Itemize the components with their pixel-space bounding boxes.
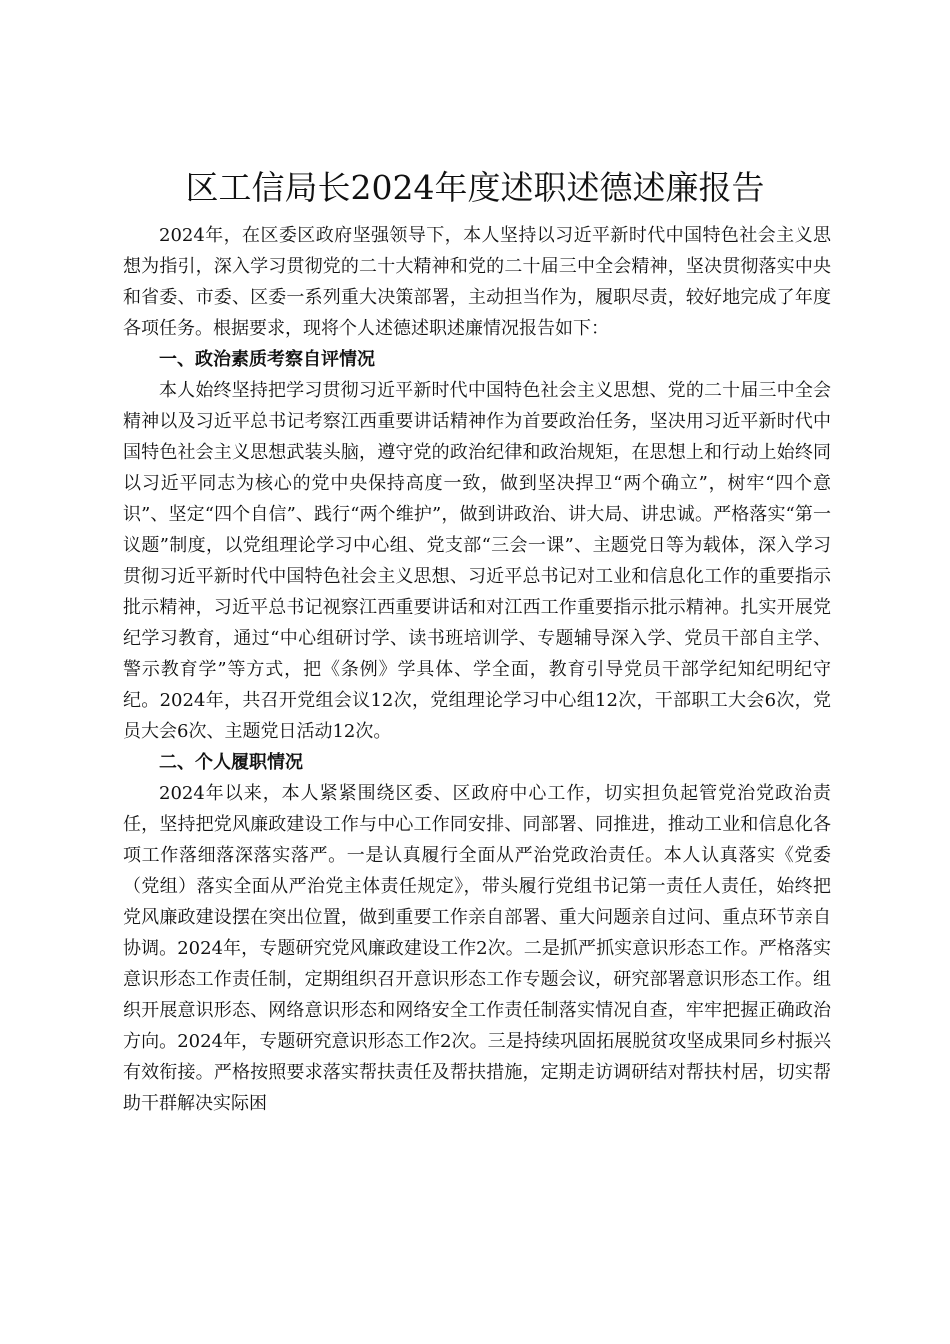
intro-paragraph: 2024年，在区委区政府坚强领导下，本人坚持以习近平新时代中国特色社会主义思想为指引，深入学习贯彻党的二十大精神和党的二十届三中全会精神，坚决贯彻落实中央和省委、市委、区委一系列重大决策部署，主动担当作为，履职尽责，较好地完成了年度各项任务。根据要求，现将个人述德述职述廉情况报告如下： [123, 225, 831, 339]
section-heading-duty-performance: 二、个人履职情况 [159, 752, 303, 773]
political-quality-paragraph: 本人始终坚持把学习贯彻习近平新时代中国特色社会主义思想、党的二十届三中全会精神以及习近平总书记考察江西重要讲话精神作为首要政治任务，坚决用习近平新时代中国特色社会主义思想武装头脑，遵守党的政治纪律和政治规矩，在思想上和行动上始终同以习近平同志为核心的党中央保持高度一致，做到坚决捍卫“两个确立”，树牢“四个意识”、坚定“四个自信”、践行“两个维护”，做到讲政治、讲大局、讲忠诚。严格落实“第一议题”制度，以党组理论学习中心组、党支部“三会一课”、主题党日等为载体，深入学习贯彻习近平新时代中国特色社会主义思想、习近平总书记对工业和信息化工作的重要指示批示精神，习近平总书记视察江西重要讲话和对江西工作重要指示批示精神。扎实开展党纪学习教育，通过“中心组研讨学、读书班培训学、专题辅导深入学、党员干部自主学、警示教育学”等方式，把《条例》学具体、学全面，教育引导党员干部学纪知纪明纪守纪。2024年，共召开党组会议12次，党组理论学习中心组12次，干部职工大会6次，党员大会6次、主题党日活动12次。 [123, 380, 831, 742]
document-body [123, 220, 831, 1119]
document-title: 区工信局长2024年度述职述德述廉报告 [185, 168, 765, 207]
duty-performance-paragraph: 2024年以来，本人紧紧围绕区委、区政府中心工作，切实担负起管党治党政治责任，坚持把党风廉政建设工作与中心工作同安排、同部署、同推进，推动工业和信息化各项工作落细落深落实落严。一是认真履行全面从严治党政治责任。本人认真落实《党委（党组）落实全面从严治党主体责任规定》，带头履行党组书记第一责任人责任，始终把党风廉政建设摆在突出位置，做到重要工作亲自部署、重大问题亲自过问、重点环节亲自协调。2024年，专题研究党风廉政建设工作2次。二是抓严抓实意识形态工作。严格落实意识形态工作责任制，定期组织召开意识形态工作专题会议，研究部署意识形态工作。组织开展意识形态、网络意识形态和网络安全工作责任制落实情况自查，牢牢把握正确政治方向。2024年，专题研究意识形态工作2次。三是持续巩固拓展脱贫攻坚成果同乡村振兴有效衔接。严格按照要求落实帮扶责任及帮扶措施，定期走访调研结对帮扶村居，切实帮助干群解决实际困 [123, 783, 831, 1114]
section-heading-political-quality: 一、政治素质考察自评情况 [159, 349, 375, 370]
